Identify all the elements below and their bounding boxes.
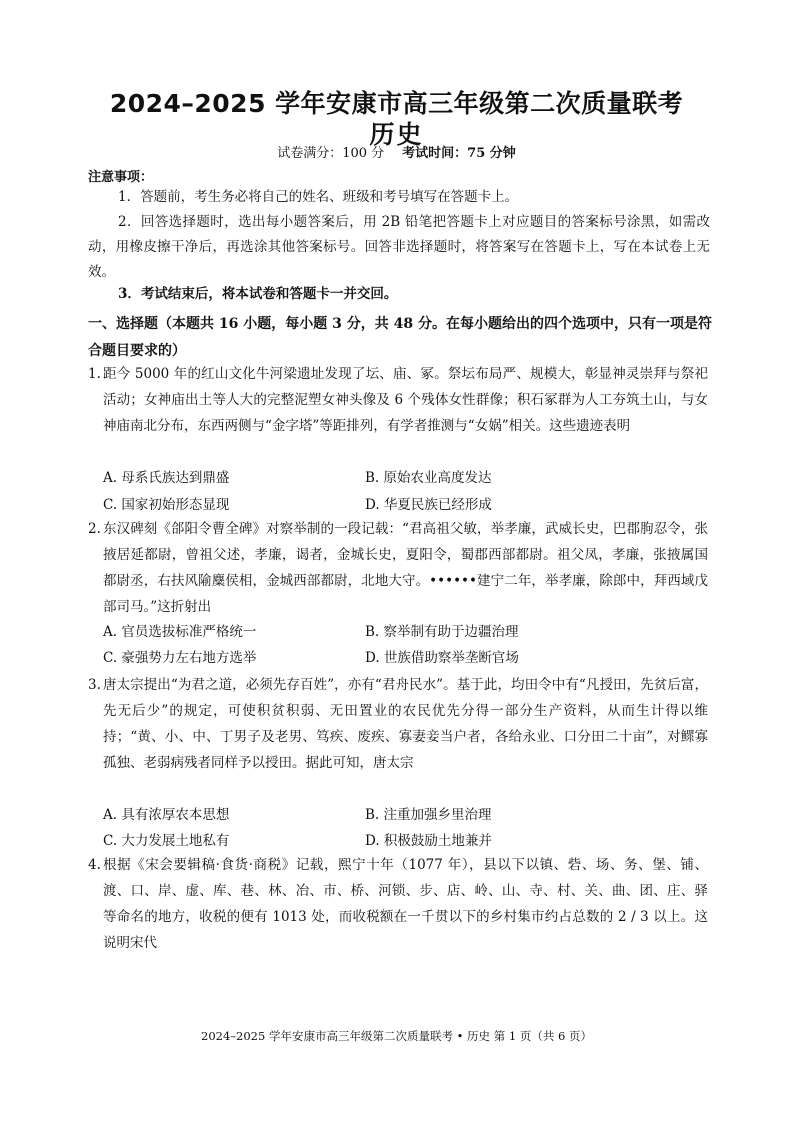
- option-b: B. 原始农业高度发达: [365, 470, 492, 486]
- notice-item-3: 3．考试结束后，将本试卷和答题卡一并交回。: [118, 286, 398, 302]
- question-number: 4.: [88, 857, 101, 873]
- option-b: B. 察举制有助于边疆治理: [365, 624, 519, 640]
- score-label: 试卷满分：100 分: [277, 146, 385, 161]
- question-1: [88, 361, 708, 439]
- notice-item-2: 2．回答选择题时，选出每小题答案后，用 2B 铅笔把答题卡上对应题目的答案标号涂黑，如需改动，用橡皮擦干净后，再选涂其他答案标号。回答非选择题时，将答案写在答题卡上，写在本试卷上无效。: [88, 214, 710, 280]
- question-2: [88, 516, 708, 620]
- question-number: 2.: [88, 521, 101, 537]
- question-3: [88, 672, 708, 776]
- exam-title: 2024–2025 学年安康市高三年级第二次质量联考: [109, 89, 684, 118]
- option-a: A. 具有浓厚农本思想: [103, 807, 230, 823]
- notice-item-1: 1．答题前，考生务必将自己的姓名、班级和考号填写在答题卡上。: [118, 189, 519, 205]
- option-a: A. 官员选拔标准严格统一: [103, 624, 257, 640]
- subject-title: 历史: [369, 120, 424, 149]
- question-number: 3.: [88, 677, 101, 693]
- question-stem: 根据《宋会要辑稿·食货·商税》记载，熙宁十年（1077 年），县以下以镇、砦、场、务、堡、铺、渡、口、岸、虚、库、巷、林、冶、市、桥、河锁、步、店、岭、山、寺、村、关、曲、团、庄、驿等命名的地方，收税的便有 1013 处，而收税额在一千贯以下的乡村集市约占总数的 2 / 3 以上。这说明宋代: [103, 857, 708, 951]
- page-footer: 2024–2025 学年安康市高三年级第二次质量联考 • 历史 第 1 页（共 6 页）: [201, 1029, 592, 1043]
- question-4: [88, 852, 708, 956]
- option-b: B. 注重加强乡里治理: [365, 807, 492, 823]
- question-stem: 唐太宗提出“为君之道，必须先存百姓”，亦有“君舟民水”。基于此，均田令中有“凡授田，先贫后富，先无后少”的规定，可使积贫积弱、无田置业的农民优先分得一部分生产资料，从而生计得以维持；“黄、小、中、丁男子及老男、笃疾、废疾、寡妻妾当户者，各给永业、口分田二十亩”，对鳏寡孤独、老弱病残者同样予以授田。据此可知，唐太宗: [103, 677, 708, 771]
- question-stem: 距今 5000 年的红山文化牛河梁遗址发现了坛、庙、冢。祭坛布局严、规模大，彰显神灵崇拜与祭祀活动；女神庙出土等人大的完整泥塑女神头像及 6 个残体女性群像；积石冢群为人工夯筑土山，与女神庙南北分布，东西两侧与“金字塔”等距排列，有学者推测与“女娲”相关。这些遗迹表明: [103, 366, 708, 434]
- option-d: D. 世族借助察举垄断官场: [365, 650, 519, 666]
- time-label: 考试时间：75 分钟: [402, 146, 516, 161]
- question-stem: 东汉碑刻《郃阳令曹全碑》对察举制的一段记载：“君高祖父敏，举孝廉，武威长史，巴郡朐忍令，张掖居延都尉，曾祖父述，孝廉，谒者，金城长史，夏阳令，蜀郡西部都尉。祖父凤，孝廉，张掖属国都尉丞，右扶风隃麋侯相，金城西部都尉，北地大守。••••••建宁二年，举孝廉，除郎中，拜西域戊部司马。”这折射出: [103, 521, 708, 615]
- option-c: C. 大力发展土地私有: [103, 833, 230, 849]
- exam-meta: [0, 142, 793, 161]
- option-d: D. 积极鼓励土地兼并: [365, 833, 492, 849]
- option-a: A. 母系氏族达到鼎盛: [103, 470, 230, 486]
- notice-heading: 注意事项：: [88, 170, 154, 185]
- option-c: C. 国家初始形态显现: [103, 497, 230, 513]
- question-number: 1.: [88, 366, 101, 382]
- option-c: C. 豪强势力左右地方选举: [103, 650, 257, 666]
- option-d: D. 华夏民族已经形成: [365, 497, 492, 513]
- section-title: 一、选择题（本题共 16 小题，每小题 3 分，共 48 分。在每小题给出的四个选项中，只有一项是符合题目要求的）: [88, 316, 712, 359]
